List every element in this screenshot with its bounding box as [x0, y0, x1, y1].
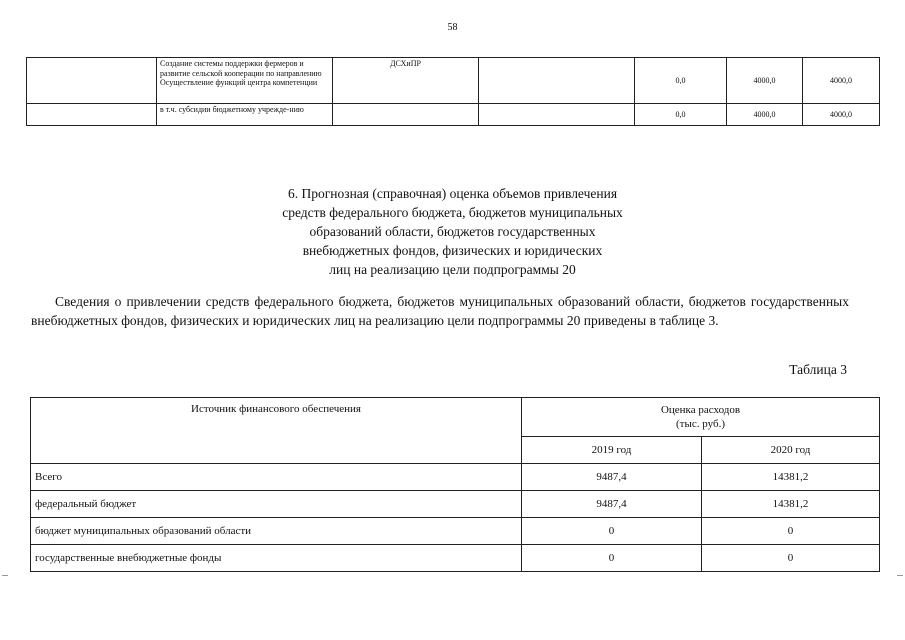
table-row [31, 545, 880, 572]
top-budget-table [26, 57, 880, 126]
value-cell: 0,0 [635, 58, 727, 104]
value-2020: 14381,2 [702, 491, 880, 518]
value-2020: 0 [702, 518, 880, 545]
row-label: бюджет муниципальных образований области [31, 518, 522, 545]
heading-line: 6. Прогнозная (справочная) оценка объемов привлечения [287, 186, 618, 201]
table-row [31, 491, 880, 518]
empty-cell [479, 104, 635, 126]
header-year-2019: 2019 год [522, 437, 702, 464]
table-header-row [31, 398, 880, 437]
value-cell: 4000,0 [727, 104, 803, 126]
page-number: 58 [447, 22, 458, 33]
row-label: федеральный бюджет [31, 491, 522, 518]
header-source: Источник финансового обеспечения [31, 398, 522, 464]
table-row [31, 464, 880, 491]
value-2019: 9487,4 [522, 464, 702, 491]
value-2020: 14381,2 [702, 464, 880, 491]
row-executor [333, 104, 479, 126]
row-label: государственные внебюджетные фонды [31, 545, 522, 572]
value-cell: 4000,0 [803, 104, 880, 126]
body-paragraph: Сведения о привлечении средств федерального бюджета, бюджетов муниципальных образований области, бюджетов государственных внебюджетных фондов, физических и юридических лиц на реализацию цели подпрограммы 20 приведены в таблице 3. [31, 294, 849, 328]
row-description: в т.ч. субсидии бюджетному учрежде-нию [157, 104, 333, 126]
value-cell: 0,0 [635, 104, 727, 126]
header-estimate-unit: (тыс. руб.) [676, 418, 725, 430]
heading-line: средств федерального бюджета, бюджетов муниципальных [282, 205, 623, 220]
heading-line: лиц на реализацию цели подпрограммы 20 [329, 262, 576, 277]
value-cell: 4000,0 [727, 58, 803, 104]
table-caption: Таблица 3 [789, 362, 847, 377]
row-label: Всего [31, 464, 522, 491]
heading-line: образований области, бюджетов государственных [309, 224, 596, 239]
margin-mark [2, 575, 8, 576]
value-2019: 0 [522, 518, 702, 545]
table-row [27, 104, 880, 126]
heading-line: внебюджетных фондов, физических и юридических [302, 243, 603, 258]
margin-mark [897, 575, 903, 576]
section-heading [0, 184, 905, 279]
empty-cell [27, 58, 157, 104]
header-year-2020: 2020 год [702, 437, 880, 464]
financing-table [30, 397, 880, 572]
empty-cell [27, 104, 157, 126]
value-2020: 0 [702, 545, 880, 572]
value-2019: 9487,4 [522, 491, 702, 518]
header-estimate-title: Оценка расходов [660, 404, 741, 416]
table-row [31, 518, 880, 545]
header-estimate [522, 398, 880, 437]
table-row [27, 58, 880, 104]
value-2019: 0 [522, 545, 702, 572]
empty-cell [479, 58, 635, 104]
value-cell: 4000,0 [803, 58, 880, 104]
row-description: Создание системы поддержки фермеров и развитие сельской кооперации по направлению Осуществление функций центра компетенции [157, 58, 333, 104]
row-executor: ДСХиПР [333, 58, 479, 104]
